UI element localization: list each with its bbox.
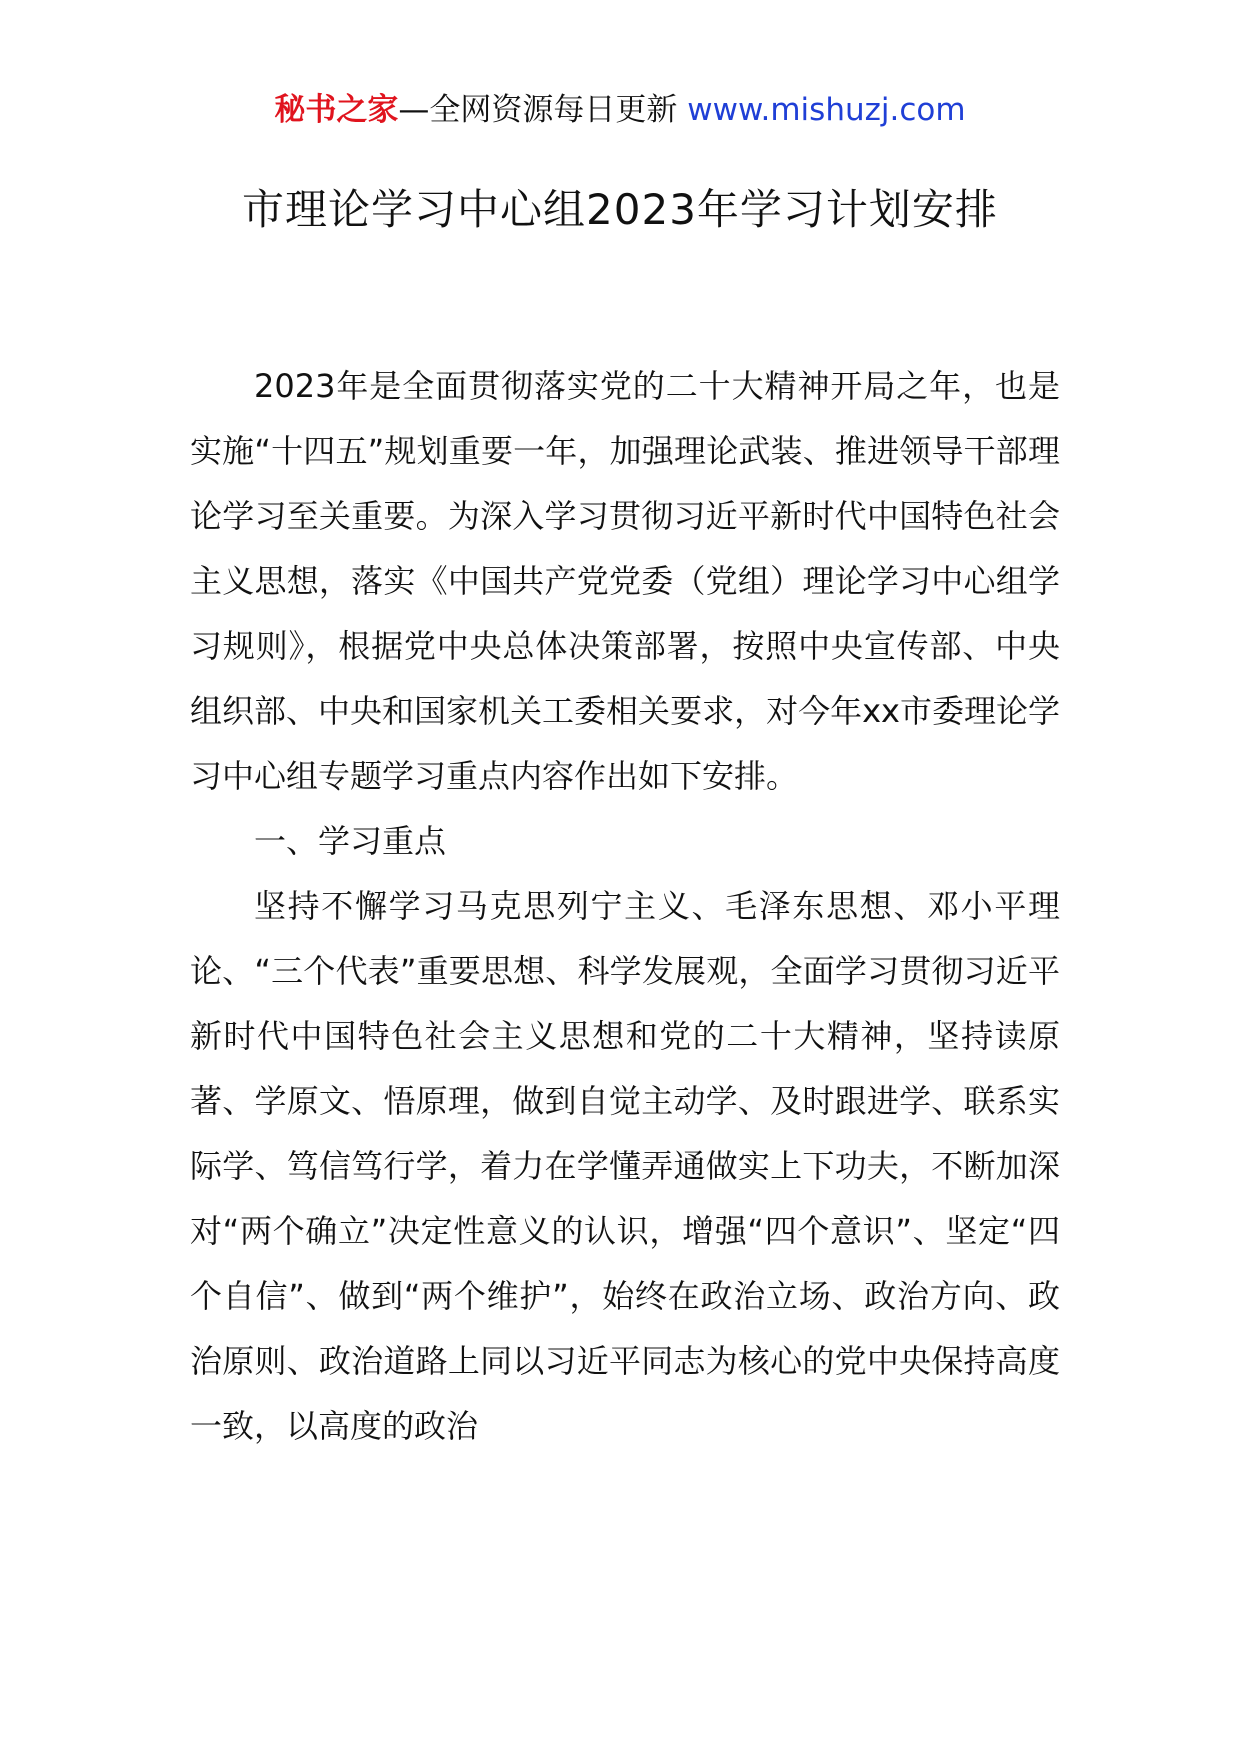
section-heading: 一、学习重点 — [254, 822, 447, 860]
intro-paragraph: 2023年是全面贯彻落实党的二十大精神开局之年，也是实施“十四五”规划重要一年，加强理论武装、推进领导干部理论学习至关重要。为深入学习贯彻习近平新时代中国特色社会主义思想，落实《中国共产党党委（党组）理论学习中心组学习规则》，根据党中央总体决策部署，按照中央宣传部、中央组织部、中央和国家机关工委相关要求，对今年xx市委理论学习中心组专题学习重点内容作出如下安排。 — [190, 367, 1060, 795]
document-title: 市理论学习中心组2023年学习计划安排 — [242, 185, 998, 234]
document-body — [190, 354, 1060, 1459]
brand-name: 秘书之家 — [274, 92, 399, 128]
header-tagline: —全网资源每日更新 — [398, 92, 678, 128]
site-link[interactable]: www.mishuzj.com — [687, 92, 966, 128]
body-paragraph: 坚持不懈学习马克思列宁主义、毛泽东思想、邓小平理论、“三个代表”重要思想、科学发展观，全面学习贯彻习近平新时代中国特色社会主义思想和党的二十大精神，坚持读原著、学原文、悟原理，做到自觉主动学、及时跟进学、联系实际学、笃信笃行学，着力在学懂弄通做实上下功夫，不断加深对“两个确立”决定性意义的认识，增强“四个意识”、坚定“四个自信”、做到“两个维护”，始终在政治立场、政治方向、政治原则、政治道路上同以习近平同志为核心的党中央保持高度一致，以高度的政治 — [190, 887, 1060, 1445]
site-header — [0, 88, 1240, 132]
